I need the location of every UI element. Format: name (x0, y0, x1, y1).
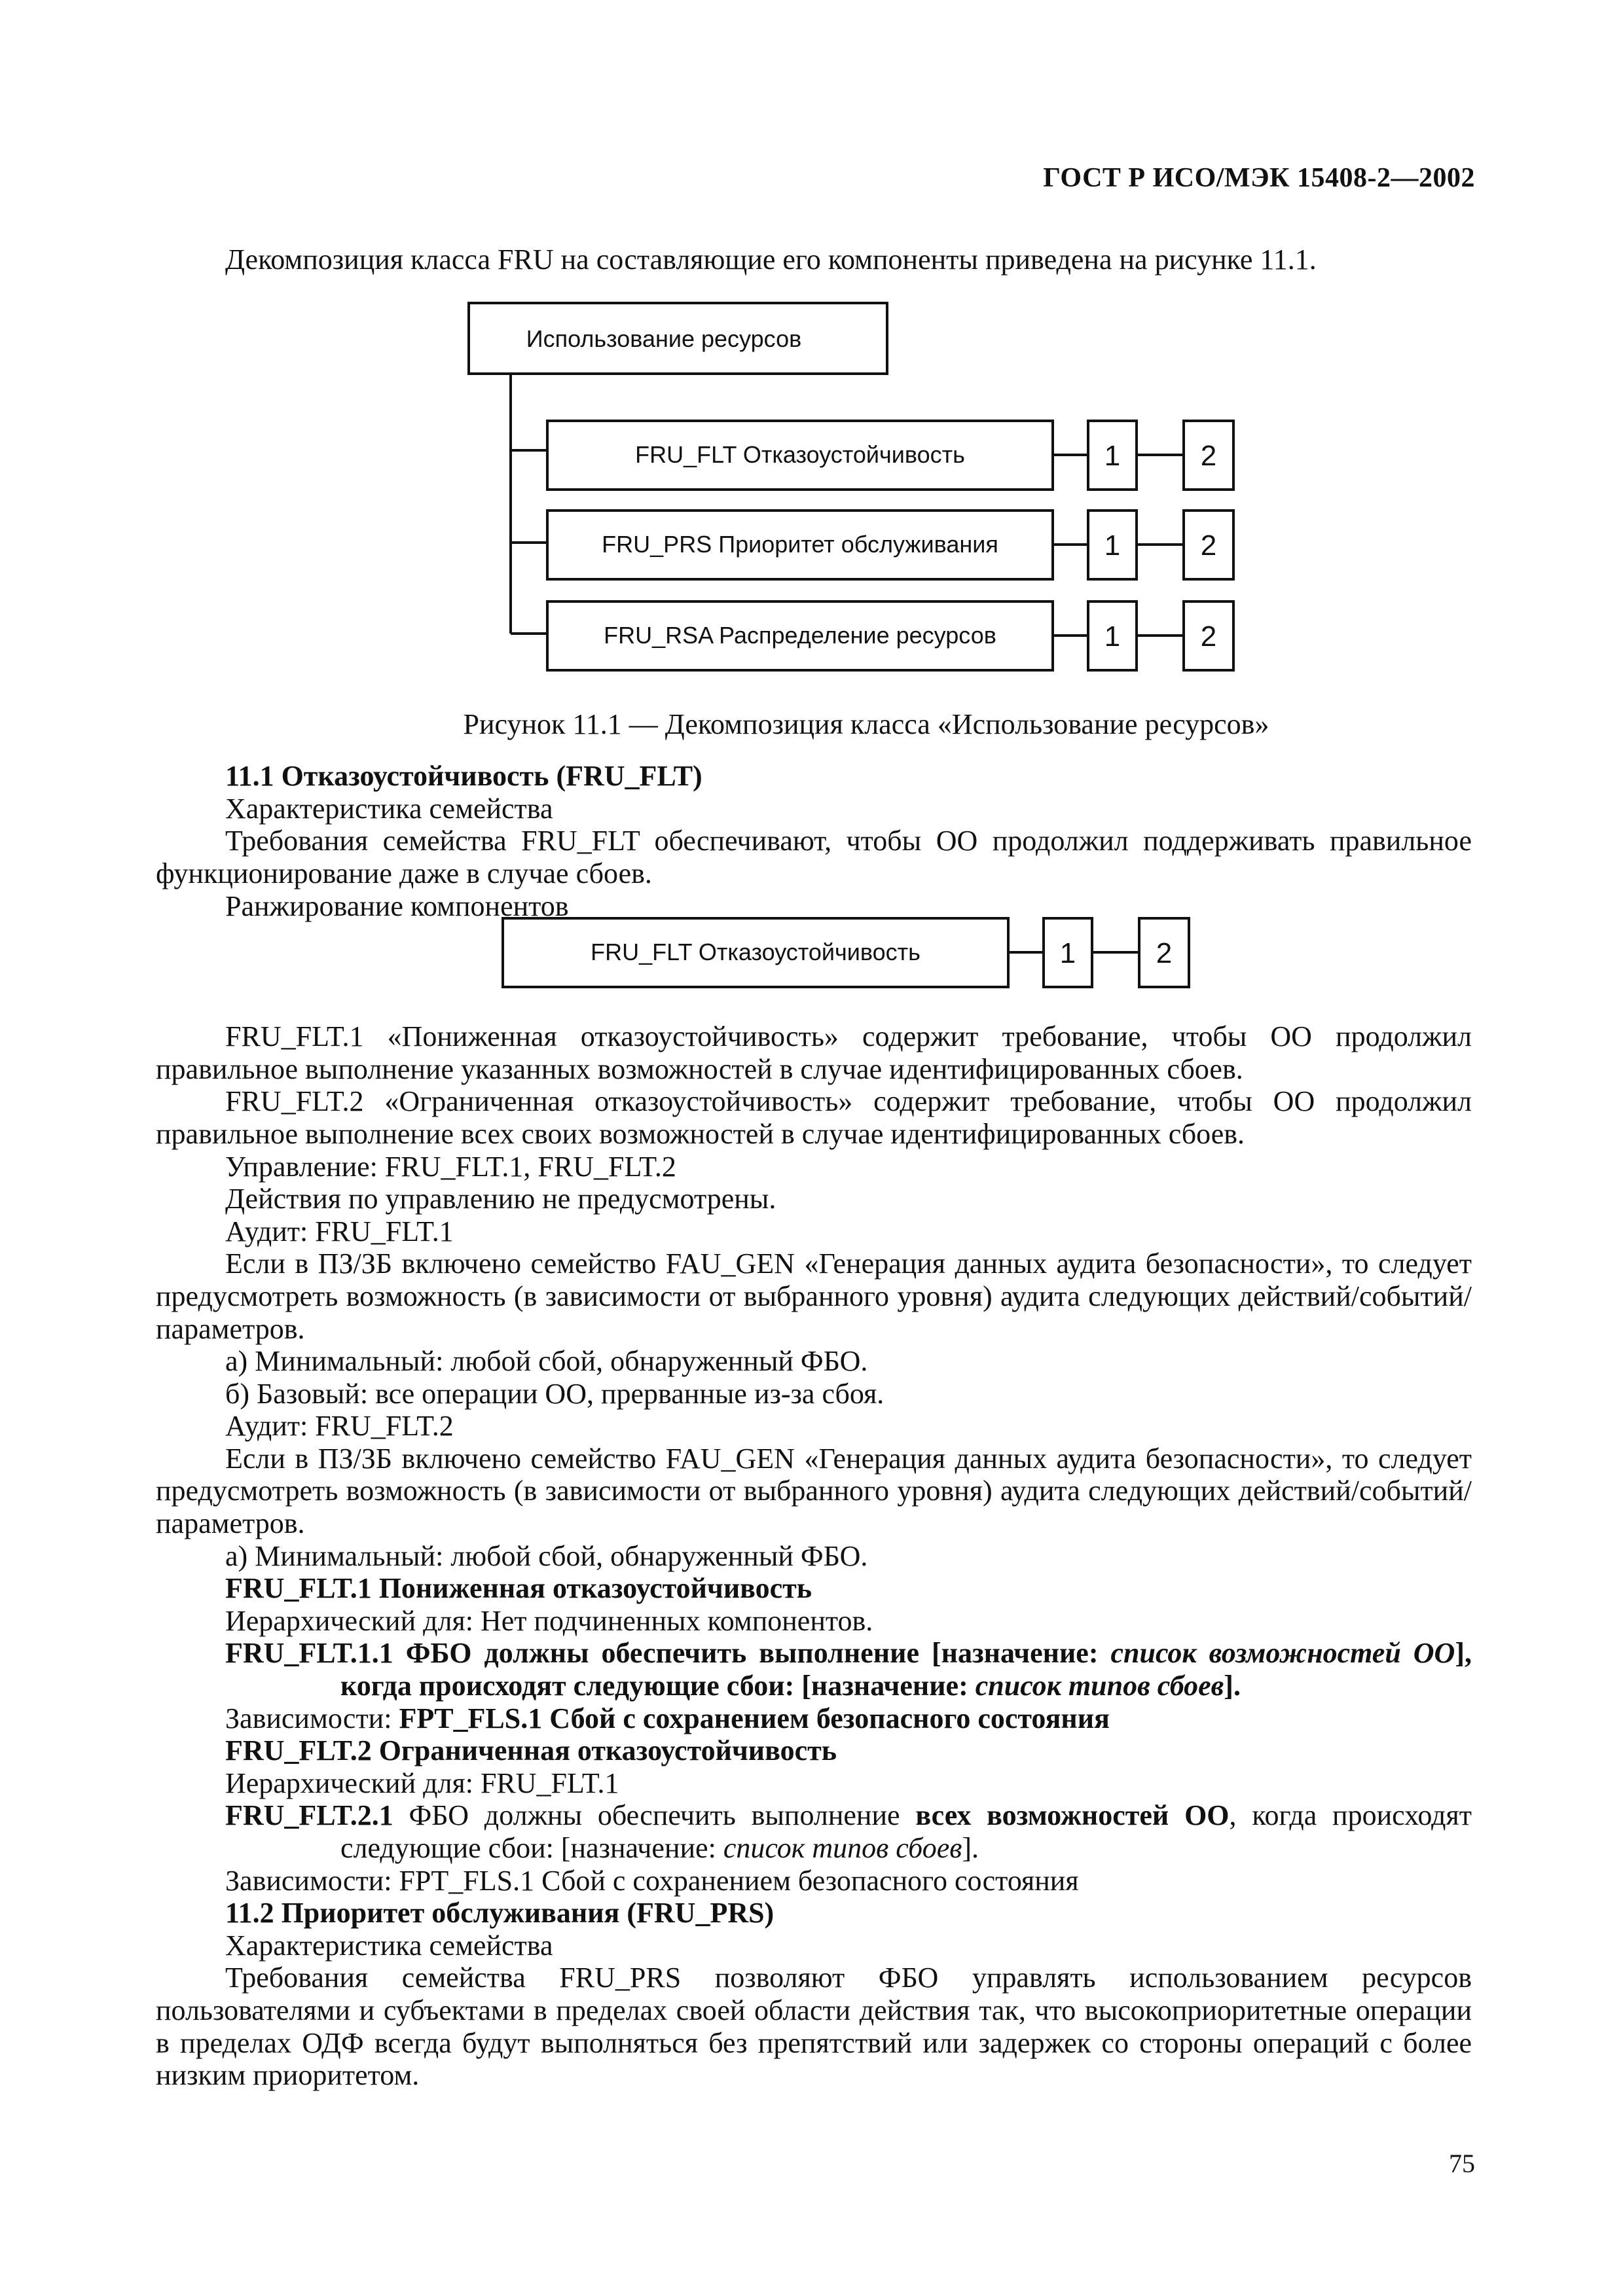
dependency: Зависимости: FPT_FLS.1 Сбой с сохранением безопасного состояния (225, 1702, 1110, 1734)
paragraph: Иерархический для: Нет подчиненных компонентов. (225, 1604, 873, 1637)
list-item: а) Минимальный: любой сбой, обнаруженный ФБО. (225, 1345, 868, 1378)
paragraph: Аудит: FRU_FLT.1 (225, 1215, 454, 1247)
intro-text: Декомпозиция класса FRU на составляющие его компоненты приведена на рисунке 11.1. (225, 243, 1317, 276)
component-title: FRU_FLT.1 Пониженная отказоустойчивость (225, 1572, 812, 1605)
paragraph: Требования семейства FRU_FLT обеспечивают, чтобы ОО продолжил поддерживать правильное функционирование даже в случае сбоев. (156, 825, 1472, 889)
standard-header: ГОСТ Р ИСО/МЭК 15408-2—2002 (1043, 163, 1475, 193)
paragraph: Требования семейства FRU_PRS позволяют ФБО управлять использованием ресурсов пользователями и субъектами в пределах своей области действия так, что высокоприоритетные операции в пределах ОДФ всегда будут выполняться без препятствий или задержек со стороны операций с более низким приоритетом. (156, 1962, 1472, 2092)
paragraph: Если в ПЗ/ЗБ включено семейство FAU_GEN «Генерация данных аудита безопасности», то следует предусмотреть возможность (в зависимости от выбранного уровня) аудита следующих действий/событий/параметров. (156, 1442, 1472, 1540)
subheading: Ранжирование компонентов (225, 889, 569, 922)
subheading: Характеристика семейства (225, 1929, 553, 1962)
component-title: FRU_FLT.2 Ограниченная отказоустойчивость (225, 1734, 837, 1767)
paragraph: FRU_FLT.1 «Пониженная отказоустойчивость» содержит требование, чтобы ОО продолжил правильное выполнение указанных возможностей в случае идентифицированных сбоев. (156, 1020, 1472, 1085)
section-title: 11.2 Приоритет обслуживания (FRU_PRS) (225, 1897, 775, 1929)
element-flt-2-1: FRU_FLT.2.1 ФБО должны обеспечить выполнение всех возможностей ОО, когда происходят следующие сбои: [назначение: список типов сбоев]. (225, 1799, 1472, 1864)
document-body (156, 243, 1472, 2092)
page-number: 75 (1449, 2149, 1475, 2178)
paragraph: Действия по управлению не предусмотрены. (225, 1183, 776, 1215)
component-label: FRU_FLT Отказоустойчивость (591, 939, 921, 965)
level-label: 1 (1104, 529, 1121, 562)
level-label: 2 (1200, 529, 1217, 562)
dependency: Зависимости: FPT_FLS.1 Сбой с сохранением безопасного состояния (225, 1864, 1079, 1897)
root-label: Использование ресурсов (526, 325, 802, 352)
level-label: 1 (1059, 937, 1076, 969)
list-item: а) Минимальный: любой сбой, обнаруженный ФБО. (225, 1539, 868, 1572)
level-label: 2 (1200, 440, 1217, 472)
paragraph: Аудит: FRU_FLT.2 (225, 1410, 454, 1443)
family-label-flt: FRU_FLT Отказоустойчивость (635, 441, 965, 468)
family-label-prs: FRU_PRS Приоритет обслуживания (602, 531, 998, 558)
section-title: 11.1 Отказоустойчивость (FRU_FLT) (225, 760, 702, 793)
list-item: б) Базовый: все операции ОО, прерванные из-за сбоя. (225, 1377, 884, 1410)
paragraph: Управление: FRU_FLT.1, FRU_FLT.2 (225, 1150, 676, 1183)
subheading: Характеристика семейства (225, 792, 553, 825)
level-label: 2 (1200, 620, 1217, 653)
paragraph: Иерархический для: FRU_FLT.1 (225, 1767, 619, 1799)
level-label: 1 (1104, 620, 1121, 653)
paragraph: FRU_FLT.2 «Ограниченная отказоустойчивость» содержит требование, чтобы ОО продолжил правильное выполнение всех своих возможностей в случае идентифицированных сбоев. (156, 1085, 1472, 1150)
level-label: 1 (1104, 440, 1121, 472)
level-label: 2 (1156, 937, 1173, 969)
paragraph: Если в ПЗ/ЗБ включено семейство FAU_GEN «Генерация данных аудита безопасности», то следует предусмотреть возможность (в зависимости от выбранного уровня) аудита следующих действий/событий/параметров. (156, 1247, 1472, 1345)
figure-caption: Рисунок 11.1 — Декомпозиция класса «Использование ресурсов» (463, 708, 1269, 740)
family-label-rsa: FRU_RSA Распределение ресурсов (604, 622, 996, 649)
element-flt-1-1: FRU_FLT.1.1 ФБО должны обеспечить выполнение [назначение: список возможностей ОО], когда происходят следующие сбои: [назначение: список типов сбоев]. (225, 1637, 1472, 1702)
